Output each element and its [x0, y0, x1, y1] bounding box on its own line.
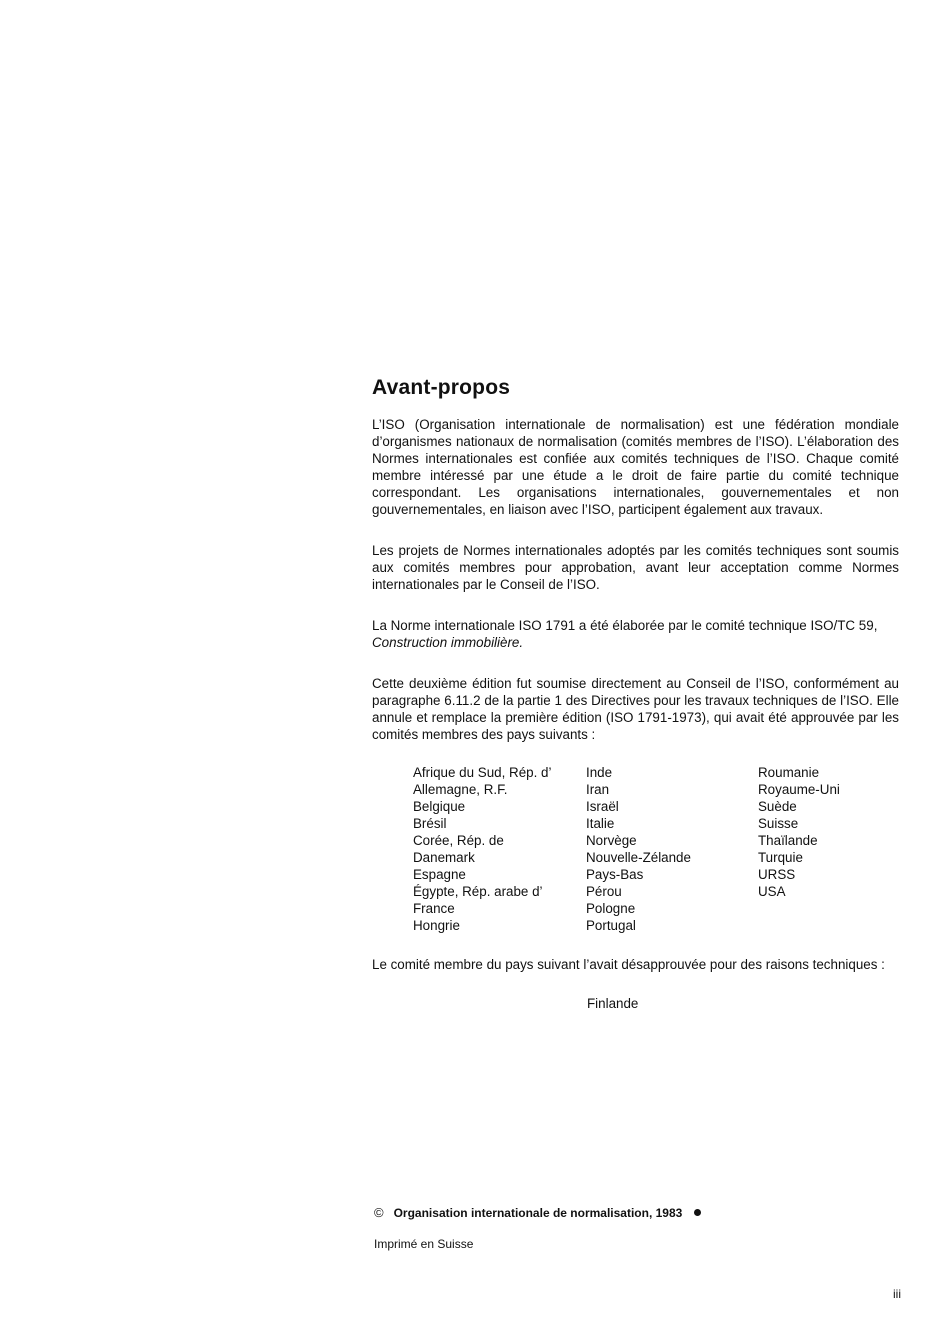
disapproving-country: Finlande	[587, 996, 639, 1011]
standard-paragraph	[372, 617, 899, 651]
country-item: Brésil	[413, 816, 447, 831]
standard-paragraph-text: La Norme internationale ISO 1791 a été élaborée par le comité technique ISO/TC 59,	[372, 618, 878, 633]
country-item: Inde	[586, 765, 613, 780]
country-list-column-3	[758, 764, 840, 900]
approval-paragraph: Les projets de Normes internationales adoptés par les comités techniques sont soumis aux comités membres pour approbation, avant leur acceptation comme Normes internationales par le Conseil de l’ISO.	[372, 543, 899, 592]
country-item: Danemark	[413, 850, 475, 865]
country-item: France	[413, 901, 455, 916]
copyright-text: Organisation internationale de normalisation, 1983	[393, 1206, 683, 1220]
bullet-icon	[694, 1209, 701, 1216]
country-item: Roumanie	[758, 765, 820, 780]
copyright-symbol: ©	[374, 1205, 384, 1220]
disapproval-paragraph: Le comité membre du pays suivant l’avait désapprouvée pour des raisons techniques :	[372, 957, 885, 972]
country-item: Turquie	[758, 850, 803, 865]
copyright-line	[374, 1205, 701, 1220]
country-item: Pérou	[586, 884, 622, 899]
country-item: Espagne	[413, 867, 466, 882]
country-item: Belgique	[413, 799, 466, 814]
country-item: USA	[758, 884, 786, 899]
country-list-column-2	[586, 764, 691, 934]
printed-in: Imprimé en Suisse	[374, 1237, 474, 1251]
country-item: Nouvelle-Zélande	[586, 850, 691, 865]
country-item: Allemagne, R.F.	[413, 782, 508, 797]
country-item: Suisse	[758, 816, 799, 831]
country-item: Italie	[586, 816, 615, 831]
edition-paragraph: Cette deuxième édition fut soumise directement au Conseil de l’ISO, conformément au paragraphe 6.11.2 de la partie 1 des Directives pour les travaux techniques de l’ISO. Elle annule et remplace la première édition (ISO 1791-1973), qui avait été approuvée par les comités membres des pays suivants :	[372, 676, 899, 742]
country-item: Thaïlande	[758, 833, 818, 848]
country-item: Norvège	[586, 833, 637, 848]
country-item: Corée, Rép. de	[413, 833, 504, 848]
country-item: Pays-Bas	[586, 867, 644, 882]
intro-paragraph: L’ISO (Organisation internationale de normalisation) est une fédération mondiale d’organismes nationaux de normalisation (comités membres de l’ISO). L’élaboration des Normes internationales est confiée aux comités techniques de l’ISO. Chaque comité membre intéressé par une étude a le droit de faire partie du comité technique correspondant. Les organisations internationales, gouvernementales et non gouvernementales, en liaison avec l’ISO, participent également aux travaux.	[372, 417, 899, 517]
country-list-column-1	[413, 764, 551, 934]
committee-name: Construction immobilière.	[372, 635, 524, 650]
country-item: Égypte, Rép. arabe d’	[413, 884, 543, 899]
page-number: iii	[893, 1287, 901, 1301]
country-item: Pologne	[586, 901, 636, 916]
country-item: Israël	[586, 799, 619, 814]
country-item: Royaume-Uni	[758, 782, 840, 797]
page-title: Avant-propos	[372, 376, 511, 399]
country-item: Hongrie	[413, 918, 460, 933]
country-item: URSS	[758, 867, 796, 882]
country-item: Iran	[586, 782, 610, 797]
country-item: Suède	[758, 799, 797, 814]
country-item: Portugal	[586, 918, 636, 933]
country-item: Afrique du Sud, Rép. d’	[413, 765, 552, 780]
